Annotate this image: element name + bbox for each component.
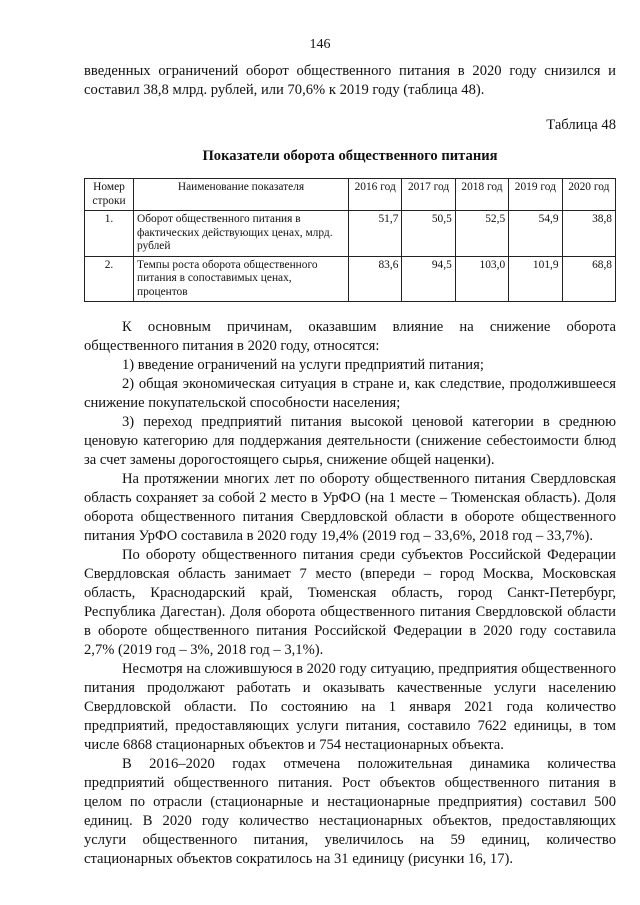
paragraph-cause-3: 3) переход предприятий питания высокой ценовой категории в среднюю ценовую категорию для поддержания деятельности (снижение себестоимости блюд за счет замены дорогостоящего сырья, снижение общей наценки). [84, 414, 616, 468]
row-number: 2. [85, 256, 134, 302]
table-label: Таблица 48 [546, 117, 616, 133]
value-2018: 103,0 [455, 256, 508, 302]
turnover-table [84, 178, 616, 302]
header-year-2017: 2017 год [402, 179, 455, 211]
paragraph-enterprise-count: Несмотря на сложившуюся в 2020 году ситуацию, предприятия общественного питания продолжают работать и оказывать качественные услуги населению Свердловской области. По состоянию на 1 января 2021 года количество предприятий, предоставляющих услуги питания, составило 7622 единицы, в том числе 6868 стационарных объектов и 754 нестационарных объекта. [84, 661, 616, 753]
paragraph-urfo-ranking: На протяжении многих лет по обороту общественного питания Свердловская область сохраняет за собой 2 место в УрФО (на 1 месте – Тюменская область). Доля оборота общественного питания Свердловской области в обороте общественного питания УрФО составила в 2020 году 19,4% (2019 год – 33,6%, 2018 год – 33,7%). [84, 471, 616, 544]
table-row [85, 256, 616, 302]
value-2020: 68,8 [562, 256, 615, 302]
value-2016: 83,6 [349, 256, 402, 302]
table-title: Показатели оборота общественного питания [202, 148, 498, 164]
paragraph-cause-1: 1) введение ограничений на услуги предприятий питания; [122, 357, 484, 373]
header-year-2019: 2019 год [509, 179, 562, 211]
header-row-number: Номер строки [85, 179, 134, 211]
indicator-name: Оборот общественного питания в фактических действующих ценах, млрд. рублей [134, 211, 349, 257]
row-number: 1. [85, 211, 134, 257]
header-year-2020: 2020 год [562, 179, 615, 211]
page-number: 146 [309, 37, 331, 52]
value-2020: 38,8 [562, 211, 615, 257]
paragraph-rf-ranking: По обороту общественного питания среди субъектов Российской Федерации Свердловская область занимает 7 место (впереди – город Москва, Московская область, Краснодарский край, Тюменская область, город Санкт-Петербург, Республика Дагестан). Доля оборота общественного питания Свердловской области в обороте общественного питания Российской Федерации в 2020 году составила 2,7% (2019 год – 3%, 2018 год – 3,1%). [84, 547, 616, 658]
value-2019: 101,9 [509, 256, 562, 302]
value-2018: 52,5 [455, 211, 508, 257]
value-2017: 50,5 [402, 211, 455, 257]
table-header-row [85, 179, 616, 211]
paragraph-dynamics: В 2016–2020 годах отмечена положительная динамика количества предприятий общественного питания. Рост объектов общественного питания в целом по отрасли (стационарные и нестационарные предприятия) составил 500 единиц. В 2020 году количество нестационарных объектов, предоставляющих услуги общественного питания, увеличилось на 59 единиц, количество стационарных объектов сократилось на 31 единицу (рисунки 16, 17). [84, 756, 616, 867]
intro-paragraph: введенных ограничений оборот общественного питания в 2020 году снизился и составил 38,8 млрд. рублей, или 70,6% к 2019 году (таблица 48). [84, 63, 616, 98]
paragraph-cause-2: 2) общая экономическая ситуация в стране и, как следствие, продолжившееся снижение покупательской способности населения; [84, 376, 616, 411]
indicator-name: Темпы роста оборота общественного питания в сопоставимых ценах, процентов [134, 256, 349, 302]
header-indicator-name: Наименование показателя [134, 179, 349, 211]
value-2016: 51,7 [349, 211, 402, 257]
header-year-2016: 2016 год [349, 179, 402, 211]
value-2017: 94,5 [402, 256, 455, 302]
header-year-2018: 2018 год [455, 179, 508, 211]
table-row [85, 211, 616, 257]
page-content [84, 62, 616, 869]
value-2019: 54,9 [509, 211, 562, 257]
paragraph-causes-intro: К основным причинам, оказавшим влияние на снижение оборота общественного питания в 2020 году, относятся: [84, 319, 616, 354]
